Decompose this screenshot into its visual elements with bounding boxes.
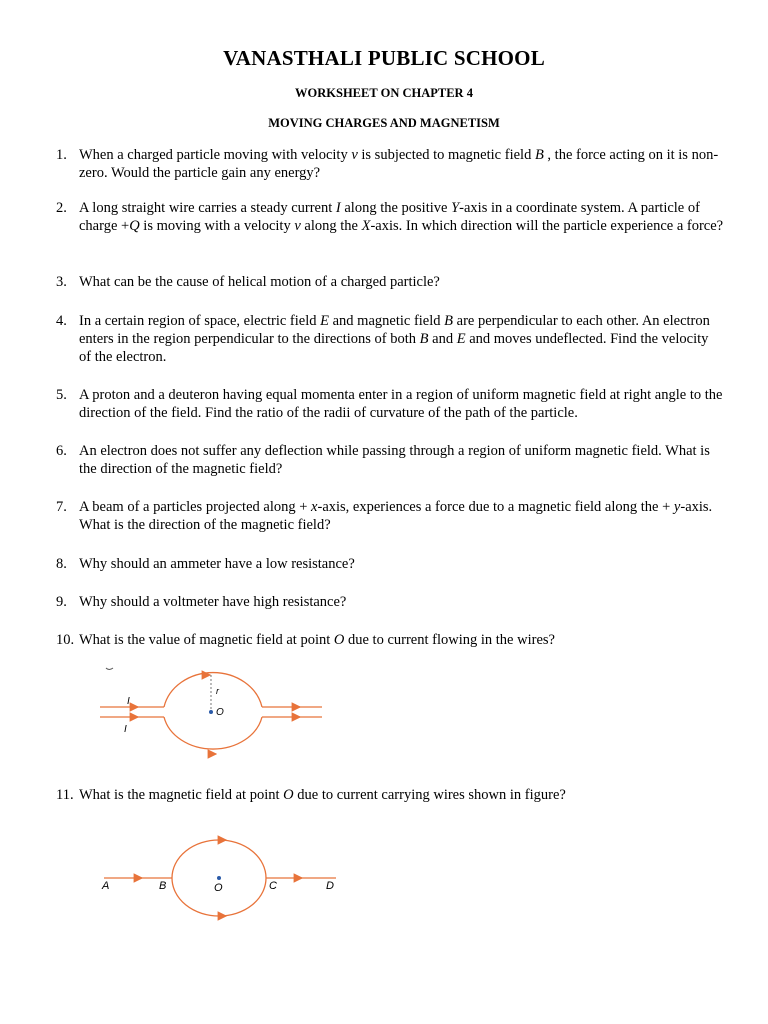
math-variable: E — [456, 331, 466, 347]
question-text: An electron does not suffer any deflection while passing through a region of uniform magnetic field. What is the direction of the magnetic field? — [79, 443, 710, 477]
question-number: 11. — [56, 787, 74, 803]
math-variable: X — [361, 218, 371, 234]
question-3 — [56, 273, 724, 291]
question-text: What can be the cause of helical motion of a charged particle? — [79, 274, 440, 290]
question-number: 10. — [56, 632, 75, 648]
question-10 — [56, 631, 724, 649]
question-number: 5. — [56, 387, 67, 403]
question-number: 6. — [56, 443, 67, 459]
school-name: VANASTHALI PUBLIC SCHOOL — [223, 46, 545, 70]
question-7 — [56, 498, 724, 534]
chapter-title: MOVING CHARGES AND MAGNETISM — [268, 116, 500, 130]
question-text: A beam of a particles projected along + x-axis, experiences a force due to a magnetic field along the + y-axis. What is the direction of the magnetic field? — [79, 499, 713, 533]
question-number: 9. — [56, 594, 67, 610]
center-point — [217, 876, 221, 880]
label-current-bottom: I — [124, 724, 127, 735]
math-variable: B — [534, 147, 544, 163]
question-1 — [56, 146, 724, 182]
question-number: 2. — [56, 200, 67, 216]
figure-q11-circular-loop — [96, 830, 346, 930]
label-d: D — [326, 880, 334, 892]
math-variable: O — [333, 632, 345, 648]
label-a: A — [102, 880, 110, 892]
question-text: When a charged particle moving with velocity v is subjected to magnetic field B , the force acting on it is non-zero. Would the particle gain any energy? — [79, 147, 719, 181]
loop-upper-arc — [164, 673, 262, 707]
label-b: B — [159, 880, 167, 892]
label-o: O — [214, 882, 223, 894]
question-text: Why should an ammeter have a low resistance? — [79, 556, 355, 572]
question-4 — [56, 312, 724, 366]
math-variable: B — [444, 313, 454, 329]
question-text: Why should a voltmeter have high resistance? — [79, 594, 347, 610]
math-variable: y — [673, 499, 681, 515]
question-2 — [56, 199, 724, 235]
loop-lower-arc — [164, 717, 262, 749]
label-c: C — [269, 880, 277, 892]
stray-mark — [106, 668, 113, 670]
math-variable: Y — [451, 200, 460, 216]
label-current-top: I — [127, 696, 130, 707]
math-variable: E — [320, 313, 329, 329]
question-5 — [56, 386, 724, 422]
math-variable: v — [351, 147, 358, 163]
label-center: O — [216, 707, 224, 718]
question-text: In a certain region of space, electric field E and magnetic field B are perpendicular to each other. An electron enters in the region perpendicular to the directions of both B and E and moves undeflected. Find the velocity of the electron. — [79, 313, 710, 365]
question-number: 4. — [56, 313, 67, 329]
math-variable: O — [283, 787, 294, 803]
math-variable: B — [419, 331, 429, 347]
question-11 — [56, 786, 724, 804]
question-text: A long straight wire carries a steady current I along the positive Y-axis in a coordinate system. A particle of charge +Q is moving with a velocity v along the X-axis. In which direction will the particle experience a force? — [79, 200, 724, 234]
question-text: What is the value of magnetic field at point O due to current flowing in the wires? — [79, 632, 555, 648]
question-8 — [56, 555, 724, 573]
label-radius: r — [216, 686, 219, 696]
question-6 — [56, 442, 724, 478]
question-number: 7. — [56, 499, 67, 515]
question-number: 8. — [56, 556, 67, 572]
figure-q10-circular-loop — [96, 660, 328, 760]
question-9 — [56, 593, 724, 611]
worksheet-title: WORKSHEET ON CHAPTER 4 — [295, 86, 473, 100]
center-point — [209, 710, 213, 714]
question-number: 3. — [56, 274, 67, 290]
math-variable: v — [294, 218, 301, 234]
math-variable: Q — [129, 218, 140, 234]
question-text: A proton and a deuteron having equal momenta enter in a region of uniform magnetic field at right angle to the direction of the field. Find the ratio of the radii of curvature of the path of the particle. — [79, 387, 723, 421]
question-number: 1. — [56, 147, 67, 163]
question-text: What is the magnetic field at point O due to current carrying wires shown in figure? — [79, 787, 566, 803]
math-variable: x — [311, 499, 318, 515]
math-variable: I — [335, 200, 341, 216]
